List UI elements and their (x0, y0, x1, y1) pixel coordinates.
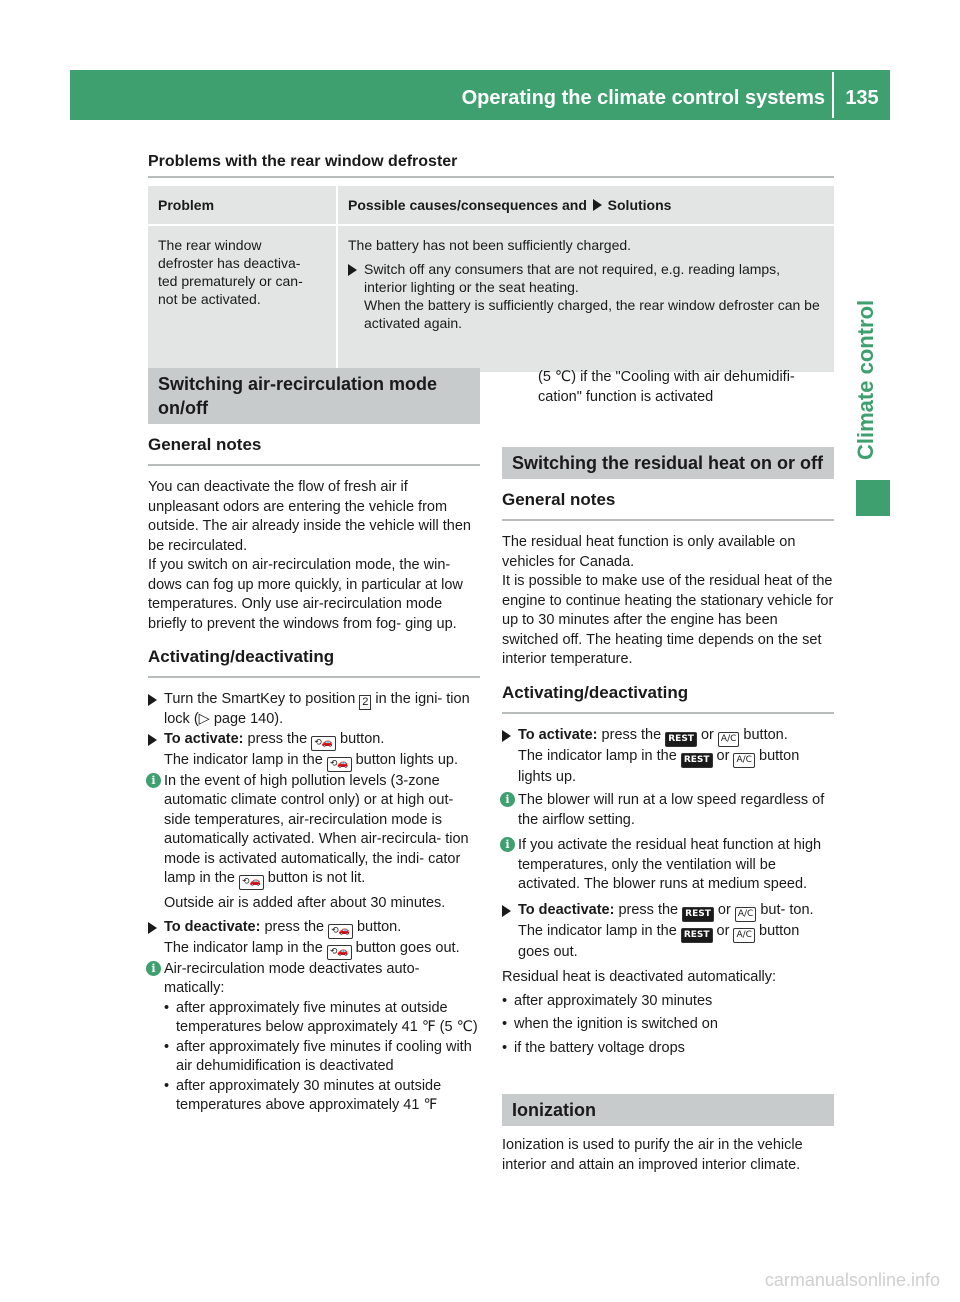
list-item: • if the battery voltage drops (502, 1039, 685, 1056)
recirc-button-icon: ⟲🚗 (327, 757, 352, 772)
residual-heading: Switching the residual heat on or off (502, 447, 834, 479)
info-note: i In the event of high pollution levels (3-zone automatic climate control only) or at high out- side temperatures, air-recirculation mode is automatically activated. When air-recircula- tion mode is activated automatically, the indi- cator lamp in the ⟲🚗 button is not lit. (148, 772, 480, 891)
divider (502, 519, 834, 521)
ionization-heading: Ionization (502, 1094, 834, 1126)
rest-button-icon: REST (681, 928, 713, 943)
ac-rest-button-icon: A/C (733, 753, 754, 768)
problem-cell: The rear window defroster has deactiva- ted prematurely or can- not be activated. (148, 226, 338, 372)
solution-step: Switch off any consumers that are not required, e.g. reading lamps, interior lighting or the seat heating. (348, 260, 824, 296)
general-notes-title: General notes (148, 435, 262, 454)
list-item: • after approximately five minutes if cooling with air dehumidification is deactivated (164, 1038, 472, 1074)
side-tab-label: Climate control (853, 299, 878, 460)
divider (502, 712, 834, 714)
step-arrow-icon (148, 922, 157, 934)
step-arrow-icon (593, 199, 602, 211)
recirc-button-icon: ⟲🚗 (328, 924, 353, 939)
ac-rest-button-icon: A/C (735, 907, 756, 922)
continued-text: (5 ℃) if the "Cooling with air dehumidifi- cation" function is activated (538, 369, 795, 405)
info-note: i Air-recirculation mode deactivates auto- matically: (148, 960, 480, 999)
list-item: • after approximately 30 minutes (502, 992, 713, 1009)
step-item: To deactivate: press the ⟲🚗 button. The indicator lamp in the ⟲🚗 button goes out. (148, 918, 480, 960)
rest-button-icon: REST (681, 753, 713, 768)
ac-rest-button-icon: A/C (733, 928, 754, 943)
left-column (148, 368, 480, 1116)
recirc-button-icon: ⟲🚗 (327, 945, 352, 960)
paragraph: It is possible to make use of the residual heat of the engine to continue heating the stationary vehicle for up to 30 minutes after the engine has been switched off. The heating time depends on the set interior temperature. (502, 573, 834, 667)
rest-button-icon: REST (682, 907, 714, 922)
col-solutions: Possible causes/consequences and Solutions (338, 186, 834, 226)
paragraph: Residual heat is deactivated automatically: (502, 969, 777, 985)
activating-title: Activating/deactivating (502, 682, 689, 702)
side-tab (848, 300, 890, 460)
info-extra: Outside air is added after about 30 minutes. (164, 895, 446, 911)
activating-title: Activating/deactivating (148, 647, 335, 666)
step-item: Turn the SmartKey to position 2 in the igni- tion lock (▷ page 140). (148, 690, 480, 730)
step-arrow-icon (348, 264, 357, 276)
list-item: • after approximately 30 minutes at outside temperatures above approximately 41 ℉ (164, 1077, 442, 1113)
info-icon: i (146, 773, 161, 788)
header-divider (832, 72, 834, 118)
page-header-title: Operating the climate control systems (461, 87, 825, 109)
step-item: To deactivate: press the REST or A/C but- ton. The indicator lamp in the REST or A/C button goes out. (502, 901, 834, 963)
problems-heading: Problems with the rear window defroster (148, 153, 458, 170)
step-item: To activate: press the ⟲🚗 button. The indicator lamp in the ⟲🚗 button lights up. (148, 730, 480, 772)
divider (148, 464, 480, 466)
key-position-2: 2 (359, 695, 371, 710)
col-problem: Problem (148, 186, 338, 226)
problems-table (148, 186, 834, 372)
step-arrow-icon (148, 734, 157, 746)
result-text: When the battery is sufficiently charged, the rear window defroster can be activated again. (364, 297, 820, 331)
right-column (502, 368, 834, 1175)
ac-rest-button-icon: A/C (718, 732, 739, 747)
page-number: 135 (845, 87, 879, 109)
step-arrow-icon (148, 694, 157, 706)
step-arrow-icon (502, 730, 511, 742)
recirc-button-icon: ⟲🚗 (239, 875, 264, 890)
cause-text: The battery has not been sufficiently charged. (348, 237, 632, 253)
info-note: i If you activate the residual heat function at high temperatures, only the ventilation will be activated. The blower runs at medium speed. (502, 836, 834, 895)
divider (148, 176, 834, 178)
info-icon: i (500, 792, 515, 807)
rest-button-icon: REST (665, 732, 697, 747)
side-tab-marker (856, 480, 890, 516)
paragraph: If you switch on air-recirculation mode, the win- dows can fog up more quickly, in particular at low temperatures. Only use air-recirculation mode briefly to prevent the windows from fog- ging up. (148, 557, 463, 632)
list-item: • when the ignition is switched on (502, 1016, 718, 1032)
divider (148, 676, 480, 678)
info-icon: i (500, 837, 515, 852)
paragraph: Ionization is used to purify the air in the vehicle interior and attain an improved interior climate. (502, 1137, 803, 1173)
list-item: • after approximately five minutes at outside temperatures below approximately 41 ℉ (5 ℃) (164, 999, 478, 1035)
general-notes-title: General notes (502, 490, 616, 509)
recirc-heading: Switching air-recirculation mode on/off (148, 368, 480, 424)
info-note: i The blower will run at a low speed regardless of the airflow setting. (502, 791, 834, 830)
step-arrow-icon (502, 905, 511, 917)
paragraph: The residual heat function is only available on vehicles for Canada. (502, 534, 796, 570)
paragraph: You can deactivate the flow of fresh air if unpleasant odors are entering the vehicle from outside. The air already inside the vehicle will then be recirculated. (148, 479, 471, 554)
info-icon: i (146, 961, 161, 976)
footer-watermark: carmanualsonline.info (764, 1270, 940, 1290)
solution-cell (338, 226, 834, 372)
step-item: To activate: press the REST or A/C button. The indicator lamp in the REST or A/C button lights up. (502, 726, 834, 788)
recirc-button-icon: ⟲🚗 (311, 736, 336, 751)
